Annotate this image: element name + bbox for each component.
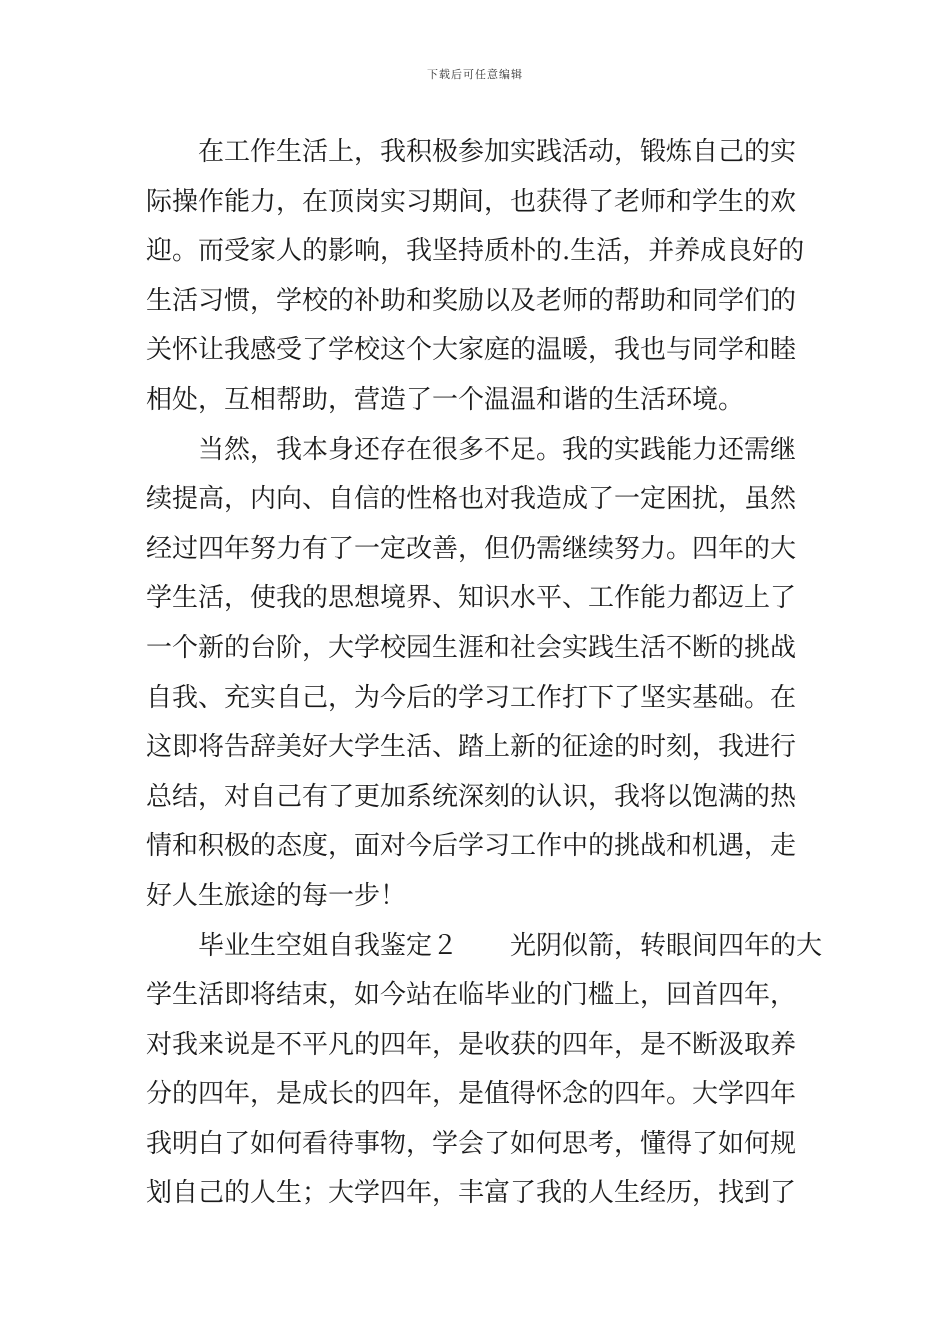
document-body <box>146 128 822 1219</box>
paragraph-line: 当然，我本身还存在很多不足。我的实践能力还需继 <box>198 434 797 465</box>
paragraph-line: 划自己的人生；大学四年，丰富了我的人生经历，找到了 <box>146 1178 797 1209</box>
paragraph-line: 这即将告辞美好大学生活、踏上新的征途的时刻，我进行 <box>146 732 797 763</box>
paragraph-line: 迎。而受家人的影响，我坚持质朴的.生活，并养成良好的 <box>146 236 805 267</box>
paragraph-line: 续提高，内向、自信的性格也对我造成了一定困扰，虽然 <box>146 484 797 515</box>
paragraph-line: 自我、充实自己，为今后的学习工作打下了坚实基础。在 <box>146 682 797 713</box>
paragraph-line: 在工作生活上，我积极参加实践活动，锻炼自己的实 <box>198 137 797 167</box>
paragraph-line: 学生活，使我的思想境界、知识水平、工作能力都迈上了 <box>146 583 797 614</box>
paragraph-line: 我明白了如何看待事物，学会了如何思考，懂得了如何规 <box>146 1128 797 1159</box>
paragraph-line: 相处，互相帮助，营造了一个温温和谐的生活环境。 <box>146 384 745 415</box>
paragraph-line: 关怀让我感受了学校这个大家庭的温暖，我也与同学和睦 <box>146 335 797 366</box>
paragraph-line: 学生活即将结束，如今站在临毕业的门槛上，回首四年， <box>146 980 797 1011</box>
paragraph-line: 好人生旅途的每一步！ <box>146 880 407 911</box>
paragraph-line: 分的四年，是成长的四年，是值得怀念的四年。大学四年 <box>146 1079 797 1110</box>
paragraph-line: 对我来说是不平凡的四年，是收获的四年，是不断汲取养 <box>146 1029 797 1060</box>
paragraph-line: 生活习惯，学校的补助和奖励以及老师的帮助和同学们的 <box>146 285 797 316</box>
paragraph-line: 际操作能力，在顶岗实习期间，也获得了老师和学生的欢 <box>146 186 797 217</box>
paragraph-line: 总结，对自己有了更加系统深刻的认识，我将以饱满的热 <box>146 781 797 812</box>
paragraph-line: 经过四年努力有了一定改善，但仍需继续努力。四年的大 <box>146 533 797 564</box>
page-header: 下载后可任意编辑 <box>427 68 523 81</box>
paragraph-line: 一个新的台阶，大学校园生涯和社会实践生活不断的挑战 <box>146 632 797 663</box>
paragraph-line: 情和积极的态度，面对今后学习工作中的挑战和机遇，走 <box>146 831 797 862</box>
paragraph-line: 毕业生空姐自我鉴定２ 光阴似箭，转眼间四年的大 <box>198 930 823 961</box>
